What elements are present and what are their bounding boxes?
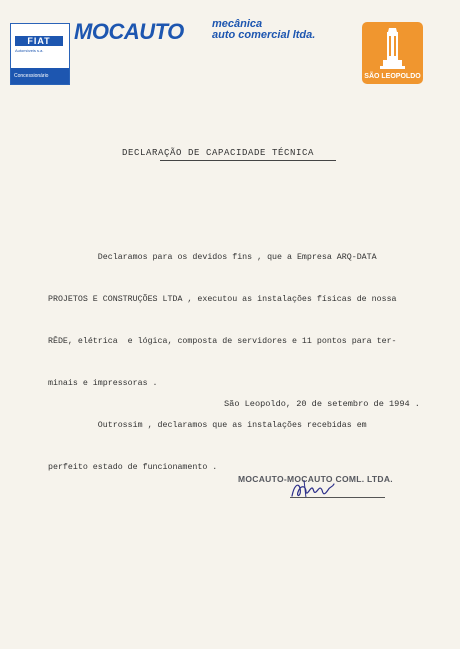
title-underline [160,160,336,161]
fiat-subtitle: Automóveis s.a. [15,48,44,53]
document-title: DECLARAÇÃO DE CAPACIDADE TÉCNICA [122,148,315,158]
place-date: São Leopoldo, 20 de setembro de 1994 . [224,399,420,409]
handwritten-signature [284,474,344,504]
fiat-dealer-logo [10,23,70,85]
declaration-body [48,223,438,503]
emblem-label: SÃO LEOPOLDO [364,73,421,80]
body-line: Declaramos para os devidos fins , que a Empresa ARQ-DATA [48,253,377,262]
fiat-logo: FIAT [15,36,63,46]
company-stamp: MOCAUTO-MOCAUTO COML. LTDA. [238,474,393,484]
sao-leopoldo-emblem [362,22,423,84]
company-tagline-line-1: mecânica [212,18,263,30]
signature-line [290,497,385,498]
company-tagline [212,19,315,41]
body-line: RÊDE, elétrica e lógica, composta de servidores e 11 pontos para ter- [48,337,397,346]
company-tagline-line-2: auto comercial ltda. [212,29,316,41]
body-line: perfeito estado de funcionamento . [48,463,218,472]
body-line: PROJETOS E CONSTRUÇÕES LTDA , executou as instalações físicas de nossa [48,295,397,304]
dealer-label: Concessionário [11,68,69,84]
body-line: Outrossim , declaramos que as instalações recebidas em [48,421,367,430]
company-name: MOCAUTO [74,19,184,44]
body-line: minais e impressoras . [48,379,158,388]
